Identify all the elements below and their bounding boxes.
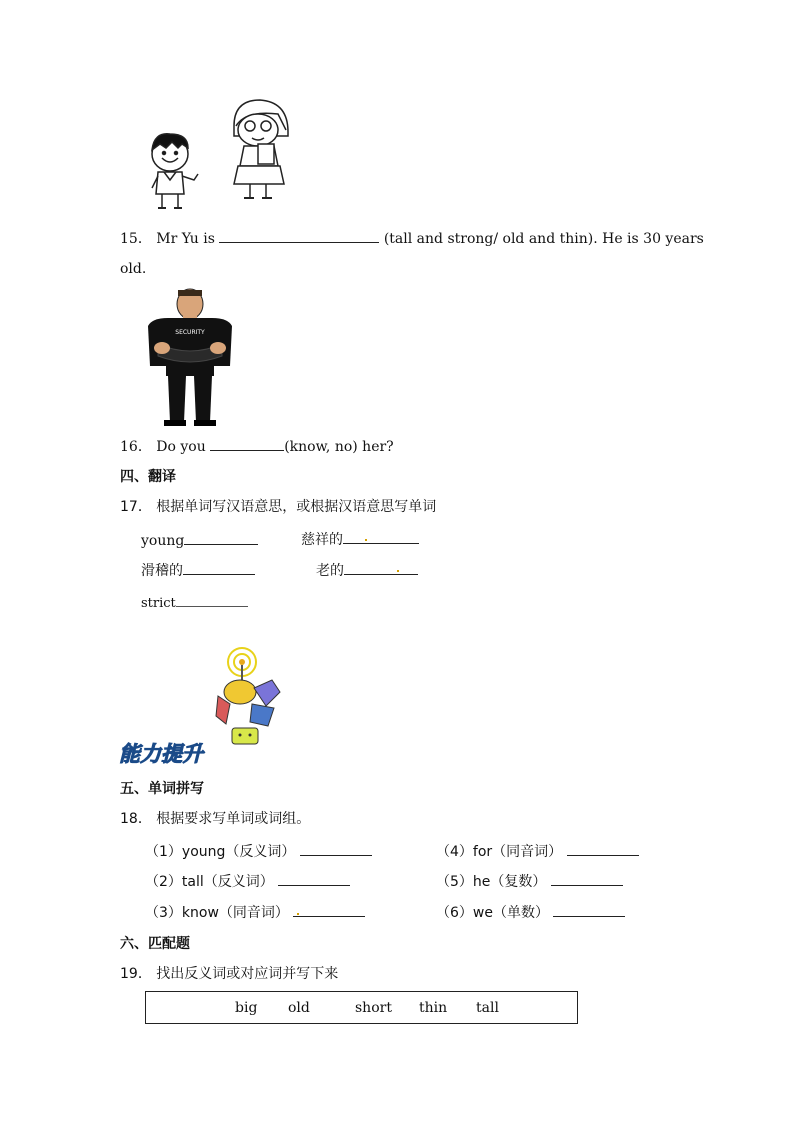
section-title-spelling: 五、单词拼写: [120, 781, 204, 797]
spelling-item: [145, 841, 372, 862]
question-16: [120, 436, 394, 457]
word-bank-item: old: [288, 1000, 310, 1016]
question-instruction: 根据单词写汉语意思，或根据汉语意思写单词: [156, 499, 437, 515]
question-number: 17．: [120, 499, 152, 515]
mark-dot: [397, 570, 399, 572]
item-label: （1）young（反义词）: [145, 844, 296, 860]
question-number: 16．: [120, 439, 152, 455]
question-number: 15．: [120, 231, 152, 247]
mark-dot: [365, 539, 367, 541]
spelling-item: [436, 841, 639, 862]
item-label: 滑稽的: [141, 563, 183, 579]
question-17: [120, 497, 436, 517]
security-guard-illustration: [138, 286, 238, 428]
answer-blank[interactable]: [183, 560, 255, 575]
word-bank-box: [145, 991, 578, 1024]
item-label: 慈祥的: [301, 532, 343, 548]
word-bank-item: big: [235, 1000, 258, 1016]
word-bank-item: short: [355, 1000, 392, 1016]
spelling-item: [436, 871, 623, 892]
question-text: (tall and strong/ old and thin). He is 30 years: [383, 231, 704, 247]
question-19: [120, 964, 338, 984]
question-18: [120, 809, 310, 829]
question-number: 18．: [120, 811, 152, 827]
item-label: 老的: [316, 563, 344, 579]
security-label: SECURITY: [175, 329, 205, 336]
item-label: （2）tall（反义词）: [145, 874, 274, 890]
answer-blank[interactable]: [343, 529, 419, 544]
answer-blank[interactable]: [344, 560, 418, 575]
item-label: young: [141, 533, 185, 549]
spelling-item: [145, 871, 350, 892]
translation-item: [316, 560, 418, 581]
question-instruction: 根据要求写单词或词组。: [156, 811, 311, 827]
section-title-translation: 四、翻译: [120, 469, 176, 485]
answer-blank[interactable]: [567, 841, 639, 856]
question-text: old.: [120, 261, 147, 277]
translation-item: [301, 529, 419, 550]
answer-blank[interactable]: [184, 530, 258, 545]
word-bank-item: tall: [476, 1000, 499, 1016]
answer-blank[interactable]: [176, 592, 248, 607]
question-text: (know, no) her?: [284, 439, 394, 455]
section-title-matching: 六、匹配题: [120, 936, 190, 952]
item-label: （4）for（同音词）: [436, 844, 563, 860]
question-15-wrap: [120, 259, 146, 279]
ability-banner-title: 能力提升: [119, 742, 203, 766]
question-text: Do you: [156, 439, 206, 455]
item-label: strict: [141, 596, 176, 611]
question-number: 19．: [120, 966, 152, 982]
translation-item: [141, 592, 248, 614]
answer-blank[interactable]: [553, 902, 625, 917]
answer-blank[interactable]: [210, 436, 284, 451]
item-label: （3）know（同音词）: [145, 905, 289, 921]
question-text: Mr Yu is: [156, 231, 215, 247]
question-instruction: 找出反义词或对应词并写下来: [156, 966, 339, 982]
item-label: （6）we（单数）: [436, 905, 549, 921]
word-bank-item: thin: [419, 1000, 448, 1016]
answer-blank[interactable]: [551, 871, 623, 886]
item-label: （5）he（复数）: [436, 874, 547, 890]
spelling-item: [145, 902, 365, 923]
translation-item: [141, 530, 258, 551]
mark-dot: [297, 913, 299, 915]
translation-item: [141, 560, 255, 581]
question-15: [120, 228, 704, 249]
ability-robot-illustration: [210, 644, 294, 752]
spelling-item: [436, 902, 625, 923]
boy-girl-illustration: [138, 96, 298, 216]
answer-blank[interactable]: [278, 871, 350, 886]
answer-blank[interactable]: [293, 902, 365, 917]
answer-blank[interactable]: [300, 841, 372, 856]
answer-blank[interactable]: [219, 228, 379, 243]
